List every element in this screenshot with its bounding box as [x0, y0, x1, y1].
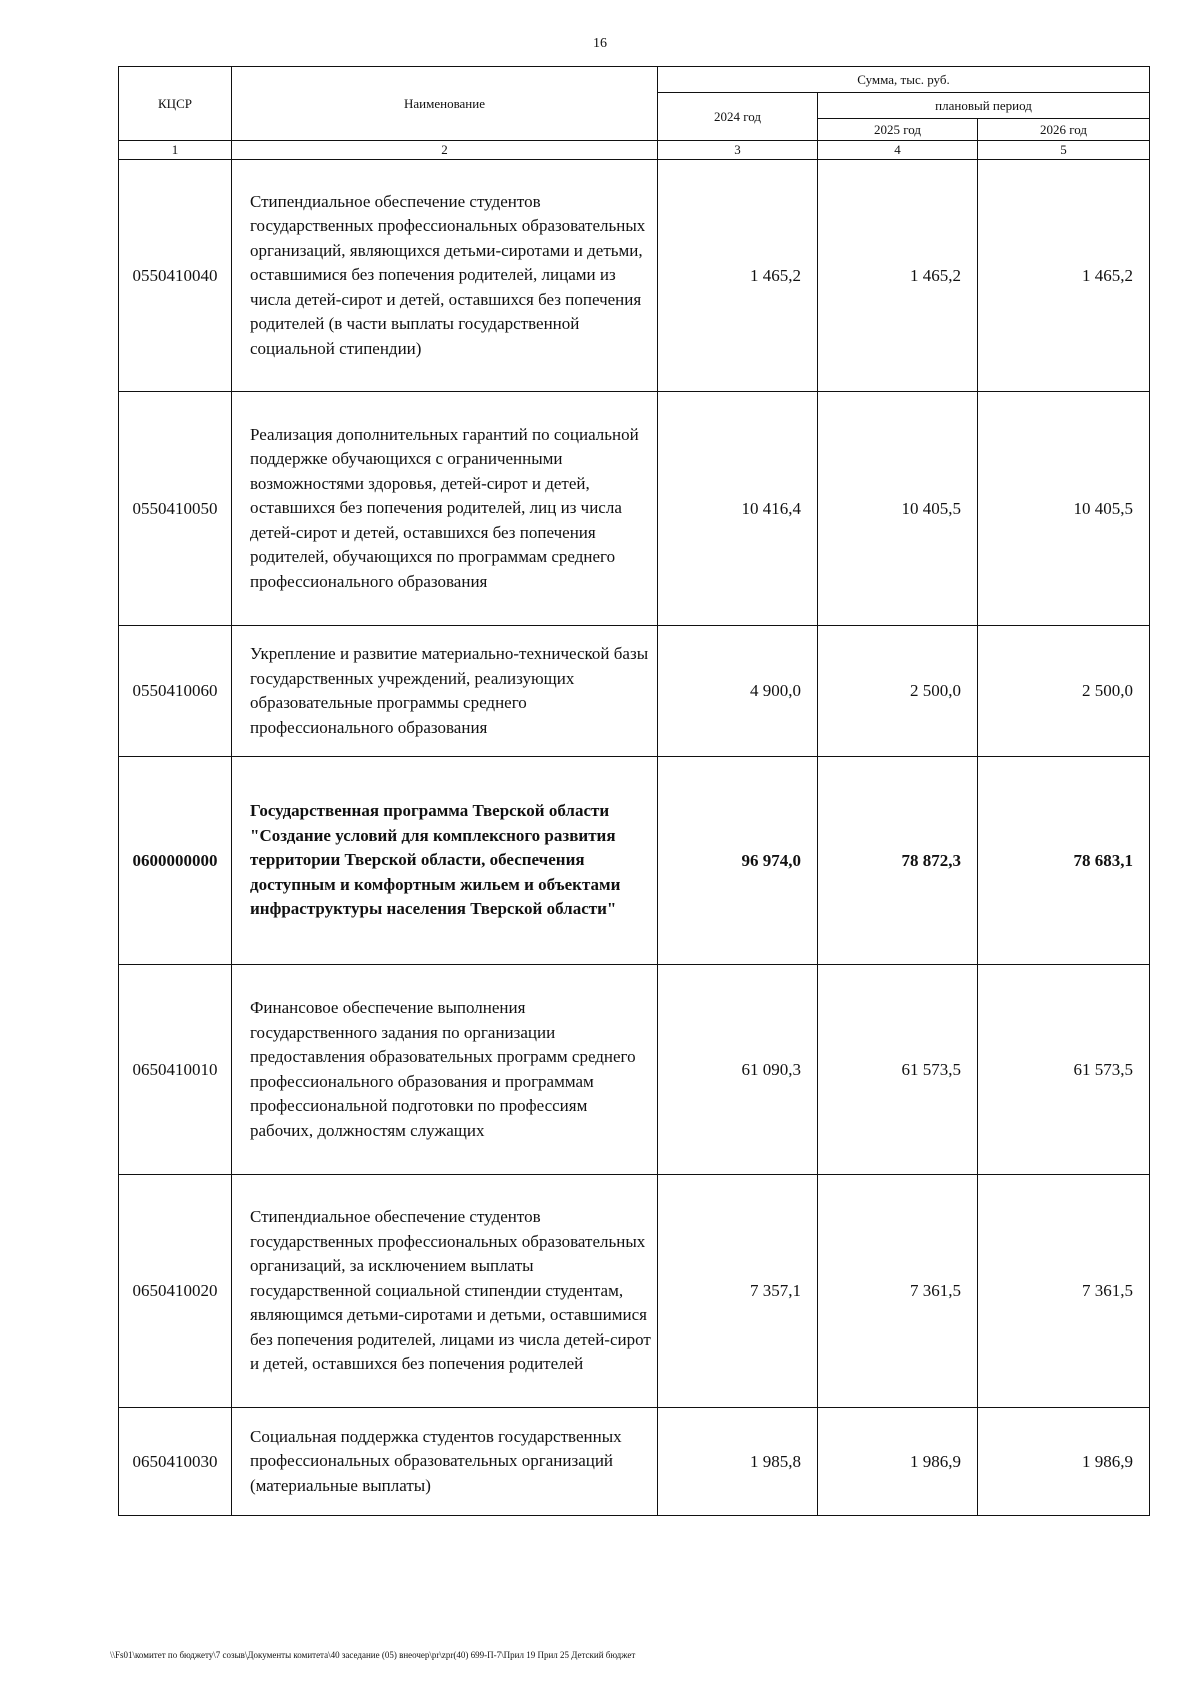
header-year-2025: 2025 год — [818, 119, 978, 141]
header-year-2026: 2026 год — [978, 119, 1150, 141]
row-amount-2025: 1 465,2 — [818, 160, 978, 392]
row-amount-2025: 10 405,5 — [818, 392, 978, 626]
header-planned-period: плановый период — [818, 93, 1150, 119]
row-amount-2024: 1 465,2 — [658, 160, 818, 392]
row-amount-2026: 10 405,5 — [978, 392, 1150, 626]
row-kcsr: 0550410040 — [119, 160, 232, 392]
header-year-2024: 2024 год — [658, 93, 818, 141]
column-number: 2 — [232, 141, 658, 160]
row-amount-2025: 61 573,5 — [818, 965, 978, 1175]
table-row — [119, 392, 1150, 626]
header-name: Наименование — [232, 67, 658, 141]
row-amount-2024: 10 416,4 — [658, 392, 818, 626]
row-name: Финансовое обеспечение выполнения государственного задания по организации предоставления образовательных программ среднего профессионального образования и программам профессиональной подготовки по профессиям рабочих, должностям служащих — [232, 965, 658, 1175]
budget-table — [118, 66, 1150, 1516]
column-number: 5 — [978, 141, 1150, 160]
row-amount-2025: 1 986,9 — [818, 1408, 978, 1516]
row-amount-2026: 61 573,5 — [978, 965, 1150, 1175]
row-amount-2024: 96 974,0 — [658, 757, 818, 965]
row-name: Реализация дополнительных гарантий по социальной поддержке обучающихся с ограниченными возможностями здоровья, детей-сирот и детей, оставшихся без попечения родителей, лиц из числа детей-сирот и детей, оставшихся без попечения родителей, обучающихся по программам среднего профессионального образования — [232, 392, 658, 626]
column-number: 3 — [658, 141, 818, 160]
row-amount-2024: 4 900,0 — [658, 626, 818, 757]
row-kcsr: 0650410030 — [119, 1408, 232, 1516]
row-name: Социальная поддержка студентов государственных профессиональных образовательных организаций (материальные выплаты) — [232, 1408, 658, 1516]
row-name: Укрепление и развитие материально-технической базы государственных учреждений, реализующих образовательные программы среднего профессионального образования — [232, 626, 658, 757]
page-number: 16 — [593, 36, 607, 51]
row-amount-2026: 1 465,2 — [978, 160, 1150, 392]
row-name: Стипендиальное обеспечение студентов государственных профессиональных образовательных организаций, являющихся детьми-сиротами и детьми, оставшимися без попечения родителей, лицами из числа детей-сирот и детей, оставшихся без попечения родителей (в части выплаты государственной социальной стипендии) — [232, 160, 658, 392]
row-amount-2026: 2 500,0 — [978, 626, 1150, 757]
row-name: Стипендиальное обеспечение студентов государственных профессиональных образовательных организаций, за исключением выплаты государственной социальной стипендии студентам, являющимся детьми-сиротами и детьми, оставшимися без попечения родителей, лицами из числа детей-сирот и детей, оставшихся без попечения родителей — [232, 1175, 658, 1408]
table-row-program — [119, 757, 1150, 965]
table-row — [119, 1408, 1150, 1516]
row-amount-2024: 1 985,8 — [658, 1408, 818, 1516]
row-amount-2026: 78 683,1 — [978, 757, 1150, 965]
row-kcsr: 0600000000 — [119, 757, 232, 965]
table-row — [119, 965, 1150, 1175]
row-amount-2025: 78 872,3 — [818, 757, 978, 965]
row-kcsr: 0550410050 — [119, 392, 232, 626]
row-kcsr: 0550410060 — [119, 626, 232, 757]
column-number: 1 — [119, 141, 232, 160]
row-amount-2024: 7 357,1 — [658, 1175, 818, 1408]
header-sum-group: Сумма, тыс. руб. — [658, 67, 1150, 93]
row-amount-2025: 2 500,0 — [818, 626, 978, 757]
row-amount-2026: 1 986,9 — [978, 1408, 1150, 1516]
table-row — [119, 1175, 1150, 1408]
header-kcsr: КЦСР — [119, 67, 232, 141]
footer-file-path: \\Fs01\комитет по бюджету\7 созыв\Документы комитета\40 заседание (05) внеочер\pr\zpr(40) 699-П-7\Прил 19 Прил 25 Детский бюджет — [110, 1650, 636, 1660]
row-kcsr: 0650410010 — [119, 965, 232, 1175]
table-row — [119, 626, 1150, 757]
row-amount-2025: 7 361,5 — [818, 1175, 978, 1408]
row-amount-2026: 7 361,5 — [978, 1175, 1150, 1408]
row-kcsr: 0650410020 — [119, 1175, 232, 1408]
column-number: 4 — [818, 141, 978, 160]
row-name: Государственная программа Тверской области "Создание условий для комплексного развития территории Тверской области, обеспечения доступным и комфортным жильем и объектами инфраструктуры населения Тверской области" — [232, 757, 658, 965]
table-row — [119, 160, 1150, 392]
row-amount-2024: 61 090,3 — [658, 965, 818, 1175]
